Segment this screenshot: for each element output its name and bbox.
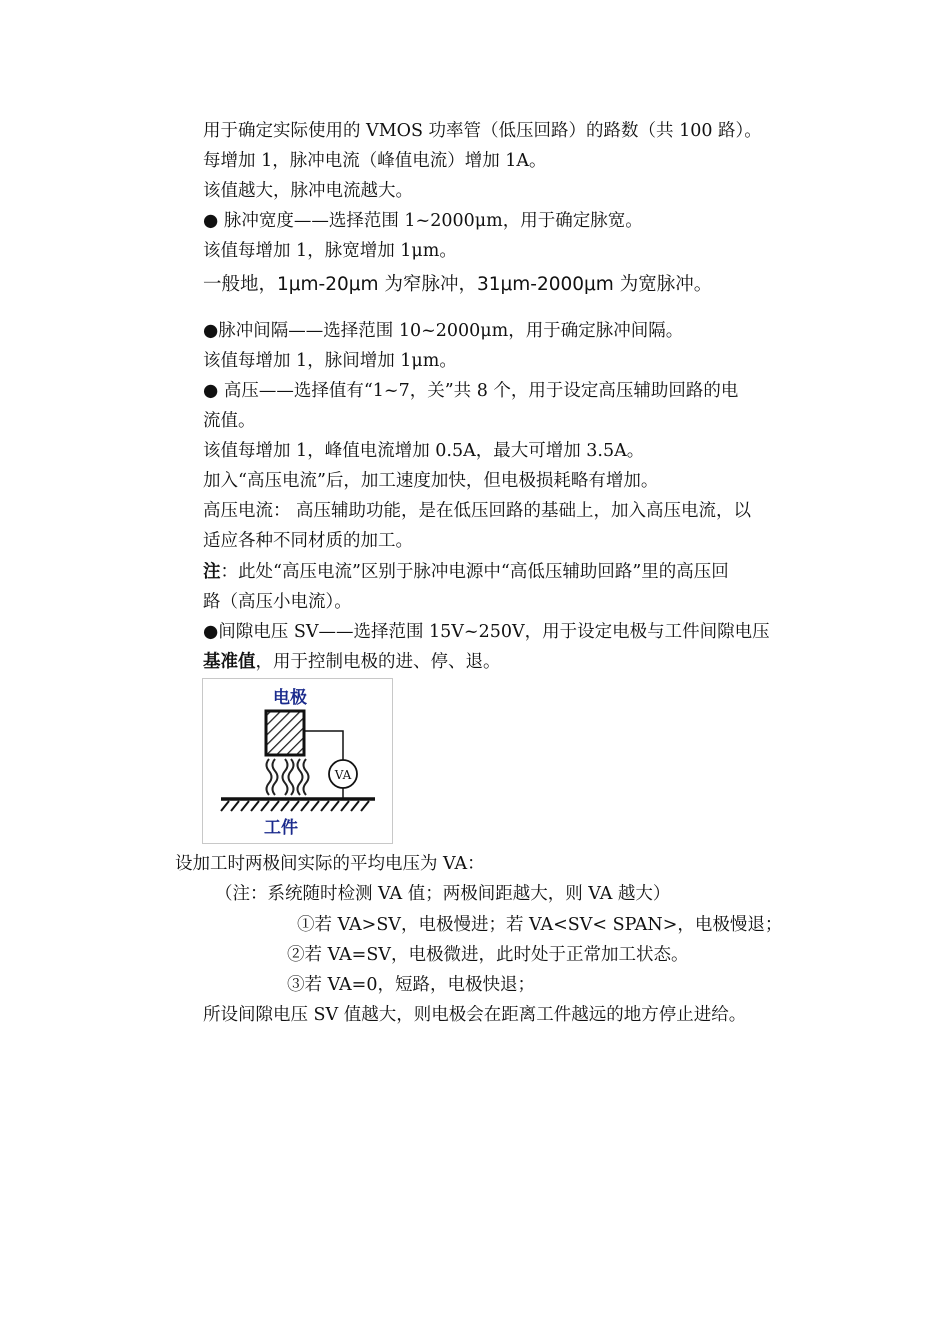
paragraph-line: 该值每增加 1，峰值电流增加 0.5A，最大可增加 3.5A。	[203, 441, 645, 461]
ground-hatching	[221, 801, 369, 811]
paragraph-line: 适应各种不同材质的加工。	[203, 531, 413, 551]
workpiece-label: 工件	[264, 818, 298, 838]
spark-discharge-icon	[267, 759, 309, 795]
reference-text: ，用于控制电极的进、停、退。	[255, 652, 501, 672]
electrode-icon	[266, 711, 304, 755]
paragraph-line: 所设间隙电压 SV 值越大，则电极会在距离工件越远的地方停止进给。	[203, 1005, 747, 1025]
paragraph-line: （注：系统随时检测 VA 值；两极间距越大，则 VA 越大）	[215, 884, 671, 904]
paragraph-line: 用于确定实际使用的 VMOS 功率管（低压回路）的路数（共 100 路）。	[203, 121, 762, 141]
paragraph-line: 加入“高压电流”后，加工速度加快，但电极损耗略有增加。	[203, 471, 659, 491]
condition-item-2: ②若 VA=SV，电极微进，此时处于正常加工状态。	[287, 945, 689, 965]
reference-term: 基准值	[203, 652, 256, 672]
paragraph-line: 设加工时两极间实际的平均电压为 VA：	[175, 854, 485, 874]
paragraph-line: 该值越大，脉冲电流越大。	[203, 181, 413, 201]
paragraph-line: 该值每增加 1，脉间增加 1μm。	[203, 351, 457, 371]
paragraph-line: 高压电流： 高压辅助功能，是在低压回路的基础上，加入高压电流，以	[203, 501, 752, 521]
condition-item-1: ①若 VA>SV，电极慢进；若 VA<SV< SPAN>，电极慢退；	[297, 915, 783, 935]
bullet-gap-voltage: ●间隙电压 SV——选择范围 15V~250V，用于设定电极与工件间隙电压	[203, 622, 770, 642]
paragraph-line: 路（高压小电流）。	[203, 592, 352, 612]
pulse-definition-note: 一般地，1μm-20μm 为窄脉冲，31μm-2000μm 为宽脉冲。	[203, 274, 713, 295]
note-text: ：此处“高压电流”区别于脉冲电源中“高低压辅助回路”里的高压回	[220, 562, 729, 582]
electrode-label: 电极	[273, 688, 307, 708]
bullet-pulse-interval: ●脉冲间隔——选择范围 10~2000μm，用于确定脉冲间隔。	[203, 321, 684, 341]
voltmeter-label: VA	[334, 768, 352, 782]
paragraph-line: 每增加 1，脉冲电流（峰值电流）增加 1A。	[203, 151, 547, 171]
gap-voltage-reference	[203, 651, 501, 673]
electrode-workpiece-diagram	[202, 678, 393, 844]
paragraph-line: 该值每增加 1，脉宽增加 1μm。	[203, 241, 457, 261]
bullet-high-voltage: ● 高压——选择值有“1~7，关”共 8 个，用于设定高压辅助回路的电	[203, 381, 739, 401]
bullet-pulse-width: ● 脉冲宽度——选择范围 1~2000μm，用于确定脉宽。	[203, 211, 643, 231]
paragraph-line: 流值。	[203, 411, 256, 431]
note-line	[203, 561, 729, 583]
circuit-wire	[304, 731, 343, 760]
note-label: 注	[203, 562, 221, 582]
condition-item-3: ③若 VA=0，短路，电极快退；	[287, 975, 535, 995]
